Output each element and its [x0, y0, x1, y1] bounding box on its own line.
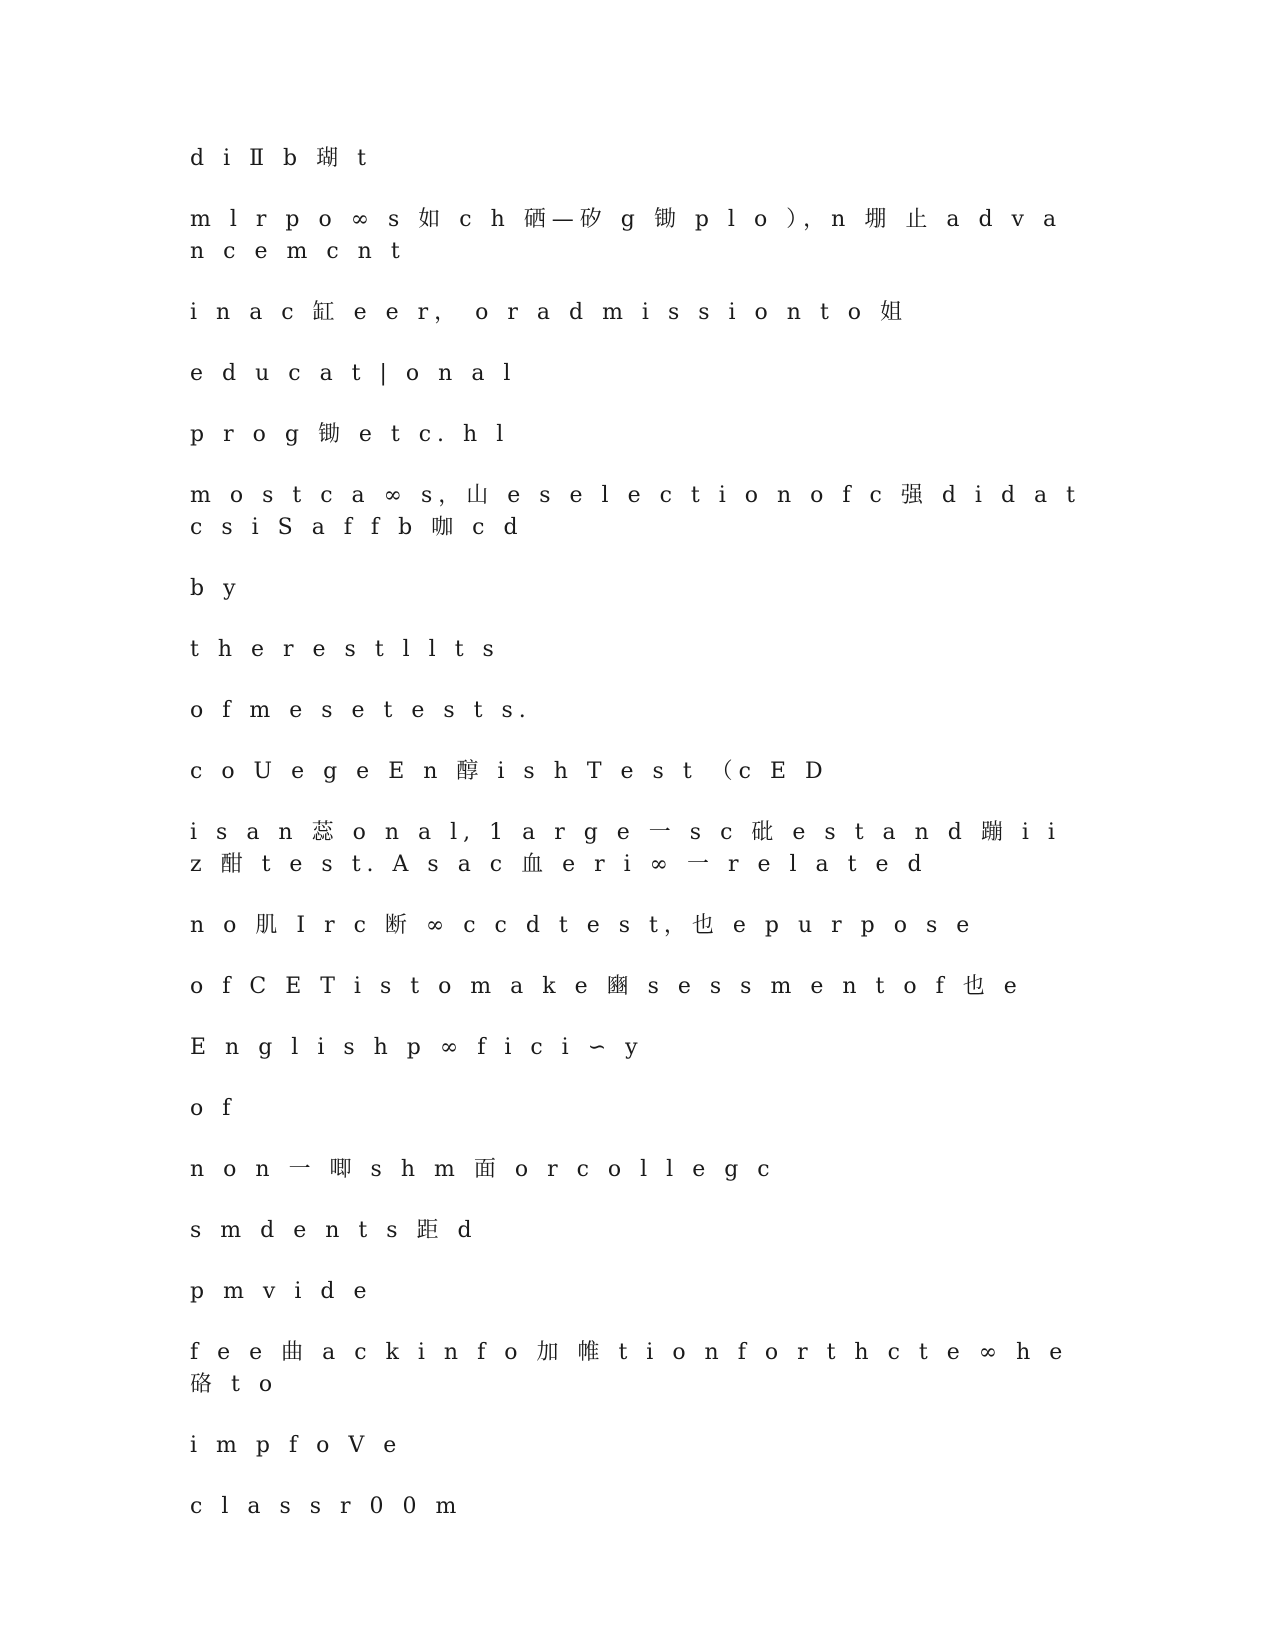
text-line: p m v i d e: [190, 1279, 373, 1304]
text-line: d i Ⅱ b 瑚 t: [190, 146, 372, 171]
text-line: c l a s s r 0 0 m: [190, 1494, 463, 1519]
text-line: o f C E T i s t o m a k e 豳 s e s s m e n t o f 也 e: [190, 974, 1023, 999]
text-line: c o U e g e E n 醇 i s h T e s t （c E D: [190, 759, 829, 784]
text-line: b y: [190, 576, 242, 601]
text-line: t h e r e s t l l t s: [190, 637, 500, 662]
text-line: E n g l i s h p ∞ f i c i ∽ y: [190, 1035, 644, 1060]
text-line: e d u c a t | o n a l: [190, 361, 517, 386]
text-line: p r o g 锄 e t c. h l: [190, 422, 510, 447]
text-line: s m d e n t s 距 d: [190, 1218, 478, 1243]
text-line: i n a c 缸 e e r， o r a d m i s s i o n t o 姐: [190, 300, 909, 325]
text-line: m o s t c a ∞ s，山 e s e l e c t i o n o f c 强 d i d a t c s i S a f f b 咖 c d: [190, 483, 1094, 540]
text-line: n o 肌 I r c 断 ∞ c c d t e s t，也 e p u r p o s e: [190, 913, 976, 938]
text-line: m l r p o ∞ s 如 c h 硒—矽 g 锄 p l o ），n 堋 止 a d v a n c e m c n t: [190, 207, 1076, 264]
body-text: [190, 143, 1094, 1552]
text-line: f e e 曲 a c k i n f o 加 帷 t i o n f o r t h c t e ∞ h e 硌 t o: [190, 1340, 1082, 1397]
text-line: o f: [190, 1096, 237, 1121]
text-line: i s a n 蕊 o n a l, 1 a r g e 一 s c 砒 e s t a n d 蹦 i i z 酣 t e s t. A s a c 血 e r i ∞ 一 r e l a t e d: [190, 820, 1074, 877]
text-line: i m p f o V e: [190, 1433, 403, 1458]
text-line: n o n 一 唧 s h m 面 o r c o l l e g c: [190, 1157, 776, 1182]
text-line: o f m e s e t e s t s.: [190, 698, 532, 723]
